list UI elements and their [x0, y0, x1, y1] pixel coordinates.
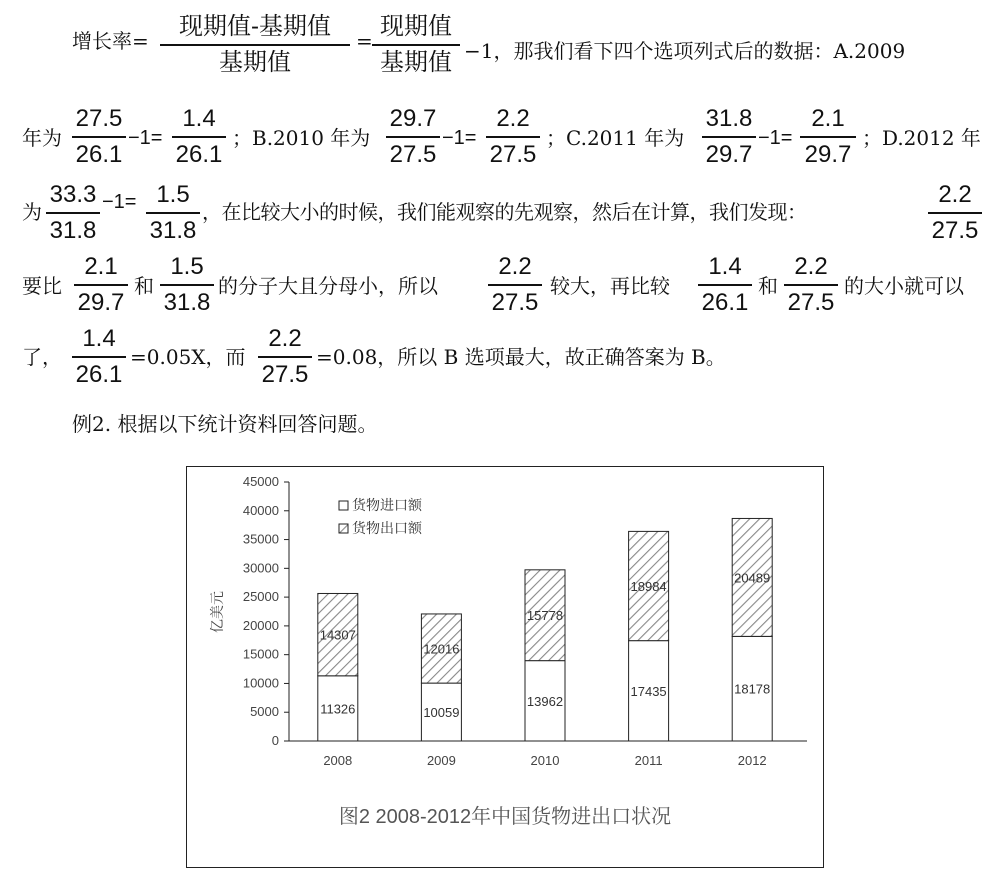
equals-sign: = — [356, 29, 373, 53]
denominator: 27.5 — [261, 361, 309, 388]
chart-title: 图2 2008-2012年中国货物进出口状况 — [338, 806, 672, 828]
denominator: 31.8 — [49, 217, 97, 244]
data-label-import-2011: 17435 — [630, 683, 667, 699]
legend-swatch-export — [339, 524, 348, 533]
x-tick-label-2012: 2012 — [737, 753, 767, 768]
data-label-import-2008: 11326 — [320, 701, 356, 717]
fraction-bar — [784, 284, 838, 286]
data-label-import-2012: 18178 — [734, 681, 771, 697]
formula-fraction-1 — [160, 12, 350, 78]
formula-fraction-2 — [372, 12, 460, 78]
numerator: 2.2 — [938, 181, 972, 208]
line3-middle: ，在比较大小的时候，我们能观察的先观察，然后在计算，我们发现： — [202, 200, 807, 224]
denominator: 31.8 — [149, 217, 197, 244]
frac-a-2 — [172, 104, 226, 170]
and-1: 和 — [134, 274, 154, 298]
data-label-export-2008: 14307 — [319, 627, 356, 643]
fraction-bar — [72, 356, 126, 358]
fraction-bar — [172, 136, 226, 138]
fraction-bar — [486, 136, 540, 138]
x-tick-label-2011: 2011 — [634, 753, 663, 768]
frac-c-2 — [800, 104, 856, 170]
numerator: 1.4 — [82, 325, 116, 352]
line4-middle: 的分子大且分母小，所以 — [218, 274, 438, 298]
fraction-bar — [928, 212, 982, 214]
fraction-bar — [702, 136, 756, 138]
frac-d-1 — [46, 180, 100, 246]
denominator: 29.7 — [705, 141, 753, 168]
numerator: 2.2 — [498, 253, 532, 280]
frac-d-2 — [146, 180, 200, 246]
y-tick-label: 20000 — [242, 617, 279, 633]
denominator: 基期值 — [380, 49, 452, 76]
minus-one: −1= — [758, 127, 793, 149]
line2-c-prefix: ；C.2011 年为 — [546, 126, 685, 150]
fraction-bar — [386, 136, 440, 138]
frac-compare-4 — [488, 252, 542, 318]
data-label-export-2009: 12016 — [423, 641, 460, 657]
line2-d-prefix: ；D.2012 年 — [862, 126, 981, 150]
x-tick-label-2010: 2010 — [530, 753, 560, 768]
numerator: 31.8 — [705, 105, 753, 132]
frac-result-1 — [72, 324, 126, 390]
numerator: 1.4 — [708, 253, 742, 280]
minus-one: −1= — [442, 127, 477, 149]
and-2: 和 — [758, 274, 778, 298]
y-tick-label: 40000 — [242, 502, 279, 518]
denominator: 26.1 — [175, 141, 223, 168]
data-label-export-2012: 20489 — [734, 570, 771, 586]
line3-prefix: 为 — [22, 200, 42, 224]
line4-tail: 的大小就可以 — [844, 274, 964, 298]
denominator: 26.1 — [75, 141, 123, 168]
legend-label-export: 货物出口额 — [352, 520, 422, 536]
line5-prefix: 了， — [22, 345, 62, 369]
legend-swatch-import — [339, 501, 348, 510]
frac-b-1 — [386, 104, 440, 170]
legend-label-import: 货物进口额 — [352, 497, 422, 513]
fraction-bar — [74, 284, 128, 286]
line1-tail: −1，那我们看下四个选项列式后的数据：A.2009 — [464, 39, 906, 63]
y-tick-label: 30000 — [242, 560, 279, 576]
numerator: 1.4 — [182, 105, 216, 132]
chart-frame — [186, 466, 824, 868]
frac-c-1 — [702, 104, 756, 170]
numerator: 2.1 — [84, 253, 118, 280]
frac-result-2 — [258, 324, 312, 390]
denominator: 基期值 — [219, 49, 291, 76]
line4-middle-2: 较大，再比较 — [550, 274, 670, 298]
example-heading: 例2. 根据以下统计资料回答问题。 — [72, 412, 378, 436]
line4-prefix: 要比 — [22, 274, 62, 298]
numerator: 2.1 — [811, 105, 845, 132]
fraction-bar — [258, 356, 312, 358]
denominator: 27.5 — [389, 141, 437, 168]
fraction-bar — [800, 136, 856, 138]
fraction-bar — [46, 212, 100, 214]
frac-compare-1 — [928, 180, 982, 246]
denominator: 26.1 — [701, 289, 749, 316]
stacked-bar-chart — [187, 467, 823, 867]
data-label-export-2011: 18984 — [630, 579, 667, 595]
denominator: 26.1 — [75, 361, 123, 388]
numerator: 2.2 — [496, 105, 530, 132]
frac-compare-3 — [160, 252, 214, 318]
minus-one: −1= — [102, 191, 137, 213]
fraction-bar — [698, 284, 752, 286]
line5-middle: =0.05X，而 — [130, 345, 246, 369]
fraction-bar — [146, 212, 200, 214]
x-tick-label-2009: 2009 — [426, 753, 456, 768]
numerator: 现期值-基期值 — [179, 13, 331, 40]
numerator: 33.3 — [49, 181, 97, 208]
denominator: 27.5 — [491, 289, 539, 316]
frac-b-2 — [486, 104, 540, 170]
numerator: 2.2 — [268, 325, 302, 352]
x-tick-label-2008: 2008 — [323, 753, 353, 768]
growth-rate-label: 增长率= — [72, 29, 149, 53]
y-tick-label: 5000 — [250, 704, 279, 720]
fraction-bar — [488, 284, 542, 286]
y-tick-label: 0 — [271, 733, 279, 748]
y-tick-label: 15000 — [242, 646, 279, 662]
denominator: 29.7 — [77, 289, 125, 316]
numerator: 2.2 — [794, 253, 828, 280]
fraction-bar — [160, 44, 350, 46]
data-label-export-2010: 15778 — [526, 608, 564, 624]
denominator: 27.5 — [931, 217, 979, 244]
fraction-bar — [160, 284, 214, 286]
frac-compare-5 — [698, 252, 752, 318]
data-label-import-2010: 13962 — [526, 693, 564, 709]
denominator: 31.8 — [163, 289, 211, 316]
numerator: 1.5 — [156, 181, 190, 208]
denominator: 27.5 — [787, 289, 835, 316]
y-axis-label: 亿美元 — [209, 591, 225, 633]
y-tick-label: 10000 — [242, 675, 279, 691]
line5-tail: =0.08，所以 B 选项最大，故正确答案为 B。 — [316, 345, 726, 369]
numerator: 27.5 — [75, 105, 123, 132]
frac-a-1 — [72, 104, 126, 170]
minus-one: −1= — [128, 127, 163, 149]
line2-a-prefix: 年为 — [22, 126, 62, 150]
frac-compare-6 — [784, 252, 838, 318]
numerator: 现期值 — [380, 13, 452, 40]
fraction-bar — [72, 136, 126, 138]
denominator: 29.7 — [804, 141, 852, 168]
denominator: 27.5 — [489, 141, 537, 168]
line2-b-prefix: ；B.2010 年为 — [232, 126, 371, 150]
y-tick-label: 45000 — [242, 474, 279, 489]
frac-compare-2 — [74, 252, 128, 318]
numerator: 1.5 — [170, 253, 204, 280]
y-tick-label: 25000 — [242, 589, 279, 605]
y-tick-label: 35000 — [242, 531, 279, 547]
data-label-import-2009: 10059 — [423, 705, 460, 721]
numerator: 29.7 — [389, 105, 437, 132]
fraction-bar — [372, 44, 460, 46]
